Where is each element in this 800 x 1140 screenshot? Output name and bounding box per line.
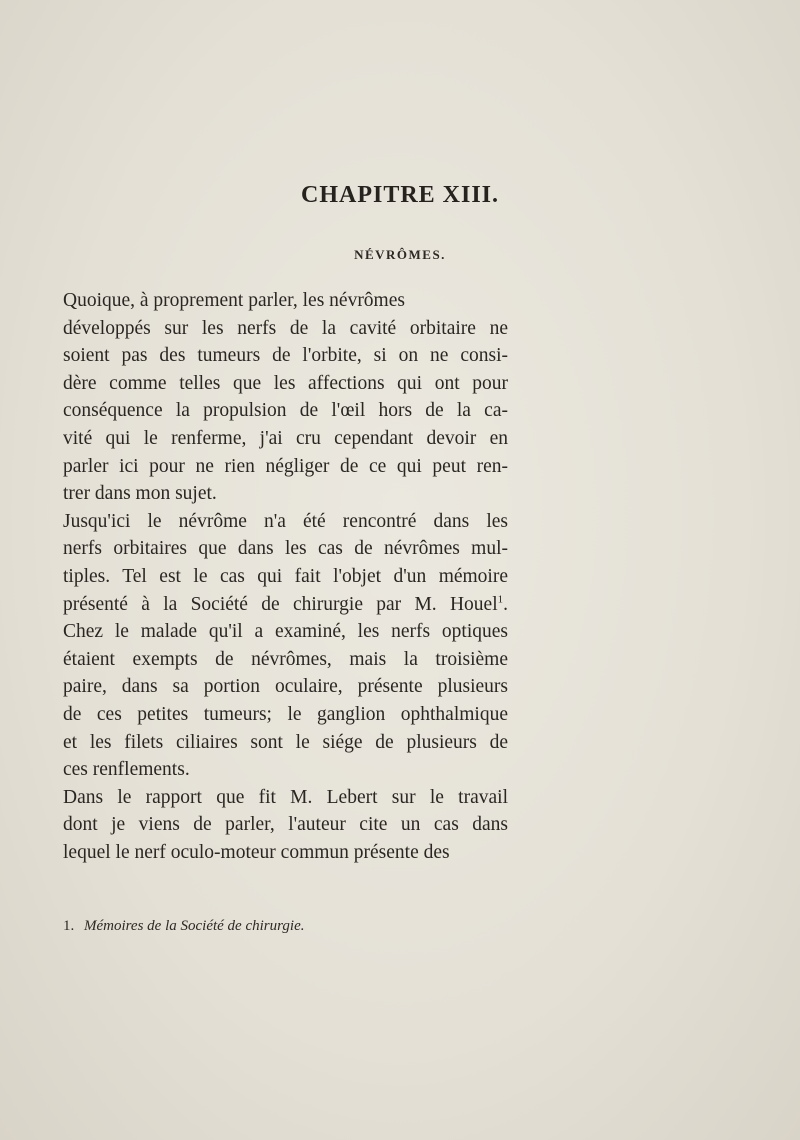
footnote-marker-punct: . bbox=[503, 593, 508, 615]
text-line: Dans le rapport que fit M. Lebert sur le travail bbox=[63, 786, 508, 808]
text-line bbox=[63, 591, 508, 619]
paragraph-1 bbox=[63, 287, 508, 508]
text-line: Quoique, à proprement parler, les névrômes bbox=[63, 290, 405, 311]
paragraph-2 bbox=[63, 508, 508, 784]
text-line: ces renflements. bbox=[63, 759, 190, 781]
text-line: Chez le malade qu'il a examiné, les nerfs optiques bbox=[63, 621, 508, 643]
text-line: de ces petites tumeurs; le ganglion ophthalmique bbox=[63, 703, 508, 725]
text-line: trer dans mon sujet. bbox=[63, 483, 217, 505]
footnote-number: 1. bbox=[63, 918, 75, 934]
text-line: lequel le nerf oculo-moteur commun présente des bbox=[63, 841, 450, 863]
text-line: nerfs orbitaires que dans les cas de névrômes mul- bbox=[63, 538, 508, 560]
text-line: soient pas des tumeurs de l'orbite, si on ne consi- bbox=[63, 345, 508, 367]
text-line: et les filets ciliaires sont le siége de plusieurs de bbox=[63, 731, 508, 753]
text-line: étaient exempts de névrômes, mais la troisième bbox=[63, 648, 508, 670]
footnote-text: Mémoires de la Société de chirurgie. bbox=[84, 918, 305, 934]
text-line-content: présenté à la Société de chirurgie par M. Houel bbox=[63, 593, 498, 615]
text-line: développés sur les nerfs de la cavité orbitaire ne bbox=[63, 317, 508, 339]
footnote bbox=[63, 918, 305, 935]
text-line: dère comme telles que les affections qui ont pour bbox=[63, 372, 508, 394]
chapter-title: CHAPITRE XIII. bbox=[300, 182, 500, 208]
text-line: parler ici pour ne rien négliger de ce qui peut ren- bbox=[63, 455, 508, 477]
text-line: Jusqu'ici le névrôme n'a été rencontré dans les bbox=[63, 510, 508, 532]
text-line: conséquence la propulsion de l'œil hors de la ca- bbox=[63, 400, 508, 422]
body-text bbox=[63, 287, 508, 866]
section-title: NÉVRÔMES. bbox=[354, 247, 446, 262]
text-line: tiples. Tel est le cas qui fait l'objet d'un mémoire bbox=[63, 565, 508, 587]
text-line: vité qui le renferme, j'ai cru cependant devoir en bbox=[63, 427, 508, 449]
text-line: dont je viens de parler, l'auteur cite un cas dans bbox=[63, 814, 508, 836]
footnote-marker[interactable]: 1 bbox=[497, 593, 504, 606]
paragraph-3 bbox=[63, 784, 508, 867]
text-line: paire, dans sa portion oculaire, présente plusieurs bbox=[63, 676, 508, 698]
